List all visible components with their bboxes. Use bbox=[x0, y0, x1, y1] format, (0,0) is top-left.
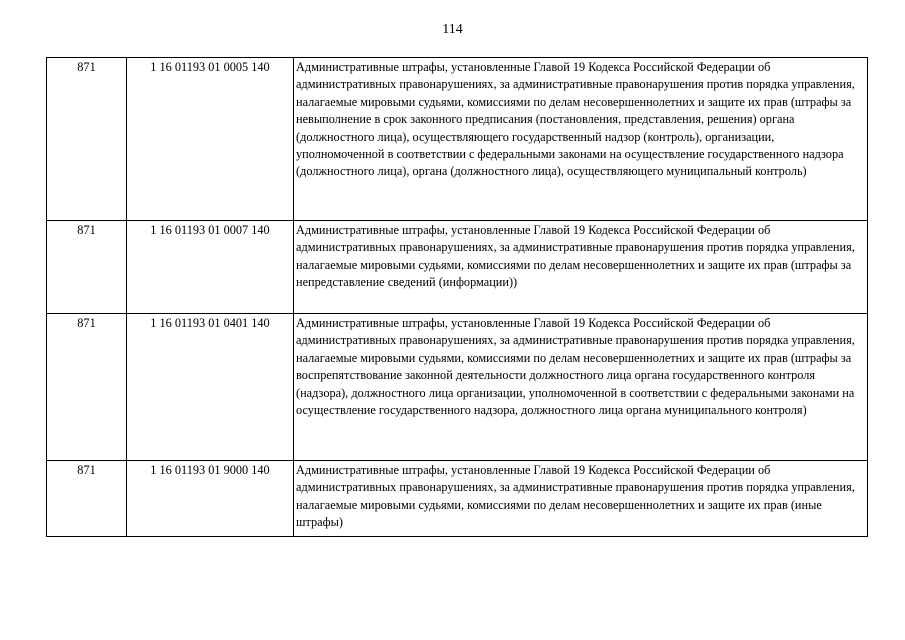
description-cell: Административные штрафы, установленные Главой 19 Кодекса Российской Федерации об административных правонарушениях, за административные правонарушения против порядка управления, налагаемые мировыми судьями, комиссиями по делам несовершеннолетних и защите их прав (штрафы за воспрепятствование законной деятельности должностного лица органа государственного контроля (надзора), должностного лица организации, уполномоченной в соответствии с федеральными законами на осуществление государственного надзора, должностного лица органа муниципального контроля) bbox=[294, 314, 868, 461]
table-row bbox=[47, 461, 868, 537]
admin-code-cell: 871 bbox=[47, 221, 127, 314]
page-number: 114 bbox=[442, 22, 463, 37]
description-cell: Административные штрафы, установленные Главой 19 Кодекса Российской Федерации об административных правонарушениях, за административные правонарушения против порядка управления, налагаемые мировыми судьями, комиссиями по делам несовершеннолетних и защите их прав (штрафы за непредставление сведений (информации)) bbox=[294, 221, 868, 314]
kbk-code-cell: 1 16 01193 01 0401 140 bbox=[127, 314, 294, 461]
admin-code-cell: 871 bbox=[47, 58, 127, 221]
revenue-codes-table bbox=[46, 57, 868, 537]
kbk-code-cell: 1 16 01193 01 0007 140 bbox=[127, 221, 294, 314]
admin-code-cell: 871 bbox=[47, 314, 127, 461]
table-row bbox=[47, 221, 868, 314]
kbk-code-cell: 1 16 01193 01 0005 140 bbox=[127, 58, 294, 221]
description-cell: Административные штрафы, установленные Главой 19 Кодекса Российской Федерации об административных правонарушениях, за административные правонарушения против порядка управления, налагаемые мировыми судьями, комиссиями по делам несовершеннолетних и защите их прав (иные штрафы) bbox=[294, 461, 868, 537]
admin-code-cell: 871 bbox=[47, 461, 127, 537]
description-cell: Административные штрафы, установленные Главой 19 Кодекса Российской Федерации об административных правонарушениях, за административные правонарушения против порядка управления, налагаемые мировыми судьями, комиссиями по делам несовершеннолетних и защите их прав (штрафы за невыполнение в срок законного предписания (постановления, представления, решения) органа (должностного лица), осуществляющего государственный надзор (контроль), организации, уполномоченной в соответствии с федеральными законами на осуществление государственного надзора (должностного лица), органа (должностного лица), осуществляющего муниципальный контроль) bbox=[294, 58, 868, 221]
table-row bbox=[47, 314, 868, 461]
table-row bbox=[47, 58, 868, 221]
kbk-code-cell: 1 16 01193 01 9000 140 bbox=[127, 461, 294, 537]
